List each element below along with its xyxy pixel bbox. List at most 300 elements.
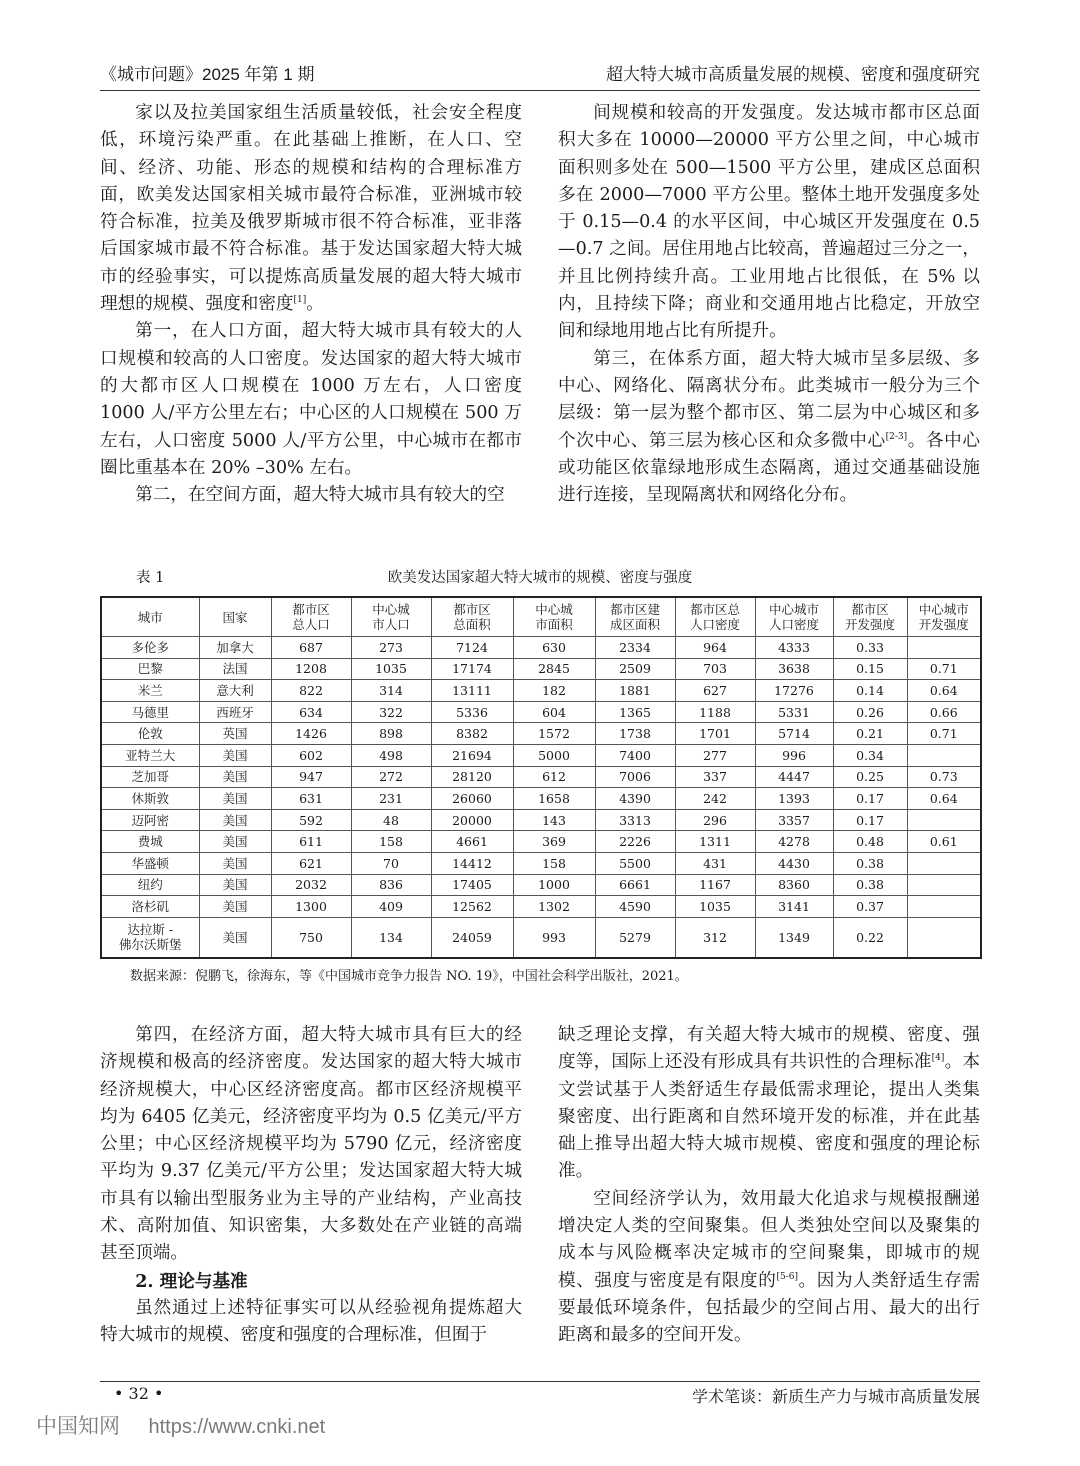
cell-value: 美国 (222, 834, 248, 850)
table-cell (271, 658, 351, 680)
table-cell (755, 896, 833, 918)
table-cell (833, 744, 907, 766)
header-rule (100, 90, 980, 91)
paragraph (558, 1186, 980, 1350)
table-cell (271, 744, 351, 766)
cell-value: 1311 (699, 834, 731, 850)
paragraph (100, 482, 522, 509)
body-column-bottom-left (100, 1022, 522, 1350)
cell-value: 华盛顿 (131, 855, 169, 871)
cell-value: 1426 (295, 726, 327, 742)
table-header-row (101, 597, 981, 637)
table-cell (595, 766, 675, 788)
cell-value: 1393 (778, 790, 810, 806)
table-cell (833, 852, 907, 874)
cell-value: 5331 (778, 704, 810, 720)
table-cell (675, 917, 755, 958)
cell-value: 3313 (619, 812, 651, 828)
running-footer (100, 1384, 980, 1410)
cell-value: 0.71 (929, 661, 958, 677)
column-header-text: 中心城市 人口密度 (768, 602, 819, 632)
cell-value: 0.22 (856, 929, 884, 945)
table-cell (271, 917, 351, 958)
table-cell (431, 852, 513, 874)
table-cell (833, 874, 907, 896)
table-cell (907, 680, 981, 702)
table-cell (431, 744, 513, 766)
body-column-top-left (100, 100, 522, 509)
column-header-text: 都市区总 人口密度 (689, 602, 740, 632)
cell-value: 6661 (619, 877, 651, 893)
table-cell (271, 723, 351, 745)
cell-value: 964 (703, 639, 727, 655)
cell-value: 5279 (619, 929, 651, 945)
table-cell (351, 809, 431, 831)
table-cell (351, 744, 431, 766)
cell-value: 277 (703, 747, 727, 763)
cell-value: 14412 (452, 855, 492, 871)
table-row (101, 852, 981, 874)
cell-value: 750 (299, 929, 323, 945)
table-cell (675, 637, 755, 659)
table-cell (199, 852, 271, 874)
table-cell (755, 788, 833, 810)
cell-value: 627 (703, 682, 727, 698)
cell-value: 5336 (456, 704, 488, 720)
cell-value: 1349 (778, 929, 810, 945)
table-cell (513, 658, 595, 680)
table-cell (833, 788, 907, 810)
table-row (101, 680, 981, 702)
table-cell (101, 788, 199, 810)
cell-value: 多伦多 (131, 639, 169, 655)
cell-value: 3638 (778, 661, 810, 677)
cell-value: 631 (299, 790, 323, 806)
cell-value: 17276 (774, 682, 814, 698)
table-cell (351, 831, 431, 853)
cell-value: 3357 (778, 812, 810, 828)
cell-value: 1302 (538, 898, 570, 914)
cell-value: 西班牙 (216, 704, 254, 720)
cell-value: 5714 (778, 726, 810, 742)
cell-value: 21694 (452, 747, 492, 763)
table-cell (199, 744, 271, 766)
data-table (100, 596, 982, 959)
cell-value: 达拉斯 - 佛尔沃斯堡 (118, 922, 182, 953)
body-column-top-right (558, 100, 980, 509)
paragraph (100, 318, 522, 482)
cell-value: 1300 (295, 898, 327, 914)
table-cell (351, 701, 431, 723)
table-cell (271, 874, 351, 896)
table-cell (907, 874, 981, 896)
paragraph-text: 空间经济学认为，效用最大化追求与规模报酬递增决定人类的空间聚集。但人类独处空间以及聚集的成本与风险概率决定城市的空间聚集，即城市的规模、强度与密度是有限度的 (558, 1188, 980, 1291)
table-cell (101, 831, 199, 853)
table-cell (101, 809, 199, 831)
table-cell (833, 766, 907, 788)
table-cell (199, 723, 271, 745)
cnki-watermark (36, 1410, 325, 1440)
cell-value: 8382 (456, 726, 488, 742)
table-cell (595, 917, 675, 958)
cell-value: 7006 (619, 769, 651, 785)
table-cell (513, 809, 595, 831)
cell-value: 0.71 (929, 726, 958, 742)
table-cell (351, 637, 431, 659)
table-cell (595, 744, 675, 766)
paragraph-text-continued: 。 (306, 294, 324, 315)
column-header (199, 597, 271, 637)
table-cell (431, 766, 513, 788)
cell-value: 1365 (619, 704, 651, 720)
cell-value: 0.37 (856, 898, 884, 914)
column-header (907, 597, 981, 637)
cell-value: 182 (542, 682, 566, 698)
table-row (101, 658, 981, 680)
table-cell (199, 658, 271, 680)
column-header-text: 都市区建 成区面积 (609, 602, 660, 632)
table-1 (100, 566, 980, 984)
table-cell (755, 701, 833, 723)
paragraph (100, 1022, 522, 1268)
cell-value: 312 (703, 929, 727, 945)
cell-value: 2509 (619, 661, 651, 677)
table-cell (271, 831, 351, 853)
cell-value: 美国 (222, 929, 248, 945)
paragraph-text: 第四，在经济方面，超大特大城市具有巨大的经济规模和极高的经济密度。发达国家的超大特大城市经济规模大，中心区经济密度高。都市区经济规模平均为 6405 亿美元，经济密度平均为 0.5 亿美元/平方公里；中心区经济规模平均为 5790 亿元，经济密度平均为 9.37 亿美元/平方公里；发达国家超大特大城市具有以输出型服务业为主导的产业结构，产业高技术、高附加值、知识密集，大多数处在产业链的高端甚至顶端。 (100, 1025, 522, 1264)
table-cell (199, 788, 271, 810)
paragraph-text-continued: 。因为人类舒适生存需要最低环境条件，包括最少的空间占用、最大的出行距离和最多的空间开发。 (558, 1270, 980, 1346)
cell-value: 2226 (619, 834, 651, 850)
table-cell (513, 680, 595, 702)
table-row (101, 809, 981, 831)
cell-value: 0.33 (856, 639, 884, 655)
table-cell (431, 723, 513, 745)
cell-value: 28120 (452, 769, 492, 785)
column-header (595, 597, 675, 637)
column-header-text: 中心城市 开发强度 (918, 602, 969, 632)
table-cell (101, 680, 199, 702)
cell-value: 13111 (452, 682, 492, 698)
cell-value: 美国 (222, 747, 248, 763)
table-cell (907, 637, 981, 659)
cell-value: 143 (542, 812, 566, 828)
running-header (100, 60, 980, 90)
cell-value: 纽约 (137, 877, 163, 893)
cell-value: 0.21 (856, 726, 884, 742)
table-cell (833, 809, 907, 831)
watermark-url[interactable]: https://www.cnki.net (148, 1416, 326, 1438)
paragraph-text: 第一，在人口方面，超大特大城市具有较大的人口规模和较高的人口密度。发达国家的超大特大城市的大都市区人口规模在 1000 万左右，人口密度 1000 人/平方公里左右；中心区的人口规模在 500 万左右，人口密度 5000 人/平方公里，中心城市在都市圈比重基本在 20% –30% 左右。 (100, 321, 522, 478)
column-header-text: 都市区 开发强度 (844, 602, 895, 632)
paragraph-text: 虽然通过上述特征事实可以从经验视角提炼超大特大城市的规模、密度和强度的合理标准，但囿于 (100, 1297, 522, 1346)
cell-value: 48 (383, 812, 399, 828)
cell-value: 498 (379, 747, 403, 763)
table-cell (271, 809, 351, 831)
table-cell (431, 917, 513, 958)
table-cell (199, 701, 271, 723)
cell-value: 0.64 (929, 790, 958, 806)
cell-value: 337 (703, 769, 727, 785)
table-cell (351, 658, 431, 680)
cell-value: 1000 (538, 877, 570, 893)
cell-value: 3141 (778, 898, 810, 914)
cell-value: 602 (299, 747, 323, 763)
table-cell (595, 788, 675, 810)
cell-value: 4278 (778, 834, 810, 850)
table-cell (101, 723, 199, 745)
table-cell (513, 896, 595, 918)
cell-value: 0.64 (929, 682, 958, 698)
column-header (271, 597, 351, 637)
cell-value: 2032 (295, 877, 327, 893)
table-cell (675, 658, 755, 680)
table-cell (675, 896, 755, 918)
cell-value: 2845 (538, 661, 570, 677)
table-cell (199, 766, 271, 788)
table-cell (907, 852, 981, 874)
cell-value: 4447 (778, 769, 810, 785)
citation-ref[interactable]: [1] (293, 295, 307, 306)
cell-value: 巴黎 (137, 661, 163, 677)
table-row (101, 766, 981, 788)
table-cell (431, 701, 513, 723)
cell-value: 0.66 (929, 704, 958, 720)
table-row (101, 874, 981, 896)
paragraph-text: 间规模和较高的开发强度。发达城市都市区总面积大多在 10000—20000 平方公里之间，中心城市面积则多处在 500—1500 平方公里，建成区总面积多在 2000—7000 平方公里。整体土地开发强度多处于 0.15—0.4 的水平区间，中心城区开发强度在 0.5—0.7 之间。居住用地占比较高，普遍超过三分之一，并且比例持续升高。工业用地占比很低，在 5% 以内，且持续下降；商业和交通用地占比稳定，开放空间和绿地用地占比有所提升。 (558, 103, 980, 342)
paragraph-text: 第三，在体系方面，超大特大城市呈多层级、多中心、网络化、隔离状分布。此类城市一般分为三个层级：第一层为整个都市区、第二层为中心城区和多个次中心、第三层为核心区和众多微中心 (558, 348, 980, 451)
table-cell (907, 658, 981, 680)
article-title: 超大特大城市高质量发展的规模、密度和强度研究 (606, 65, 980, 84)
column-header-text: 都市区 总人口 (292, 602, 330, 632)
cell-value: 7400 (619, 747, 651, 763)
cell-value: 8360 (778, 877, 810, 893)
column-header-text: 中心城 市人口 (372, 602, 410, 632)
table-cell (755, 658, 833, 680)
cell-value: 604 (542, 704, 566, 720)
cell-value: 1188 (699, 704, 731, 720)
column-header-text: 中心城 市面积 (535, 602, 573, 632)
body-column-bottom-right (558, 1022, 980, 1350)
table-row (101, 637, 981, 659)
table-cell (907, 809, 981, 831)
cell-value: 费城 (137, 834, 163, 850)
table-cell (755, 917, 833, 958)
cell-value: 621 (299, 855, 323, 871)
citation-ref[interactable]: [4] (931, 1053, 945, 1064)
paragraph (558, 346, 980, 510)
table-cell (351, 917, 431, 958)
table-cell (675, 766, 755, 788)
cell-value: 0.38 (856, 877, 884, 893)
cell-value: 158 (542, 855, 566, 871)
cell-value: 0.17 (856, 790, 884, 806)
table-row (101, 723, 981, 745)
cell-value: 158 (379, 834, 403, 850)
table-cell (833, 896, 907, 918)
cell-value: 314 (379, 682, 403, 698)
cell-value: 12562 (452, 898, 492, 914)
table-cell (675, 788, 755, 810)
table-cell (351, 852, 431, 874)
cell-value: 369 (542, 834, 566, 850)
cell-value: 美国 (222, 790, 248, 806)
cell-value: 1035 (699, 898, 731, 914)
table-cell (351, 874, 431, 896)
cell-value: 634 (299, 704, 323, 720)
table-cell (675, 744, 755, 766)
table-cell (199, 680, 271, 702)
table-cell (513, 874, 595, 896)
table-cell (675, 723, 755, 745)
table-cell (271, 852, 351, 874)
cell-value: 5500 (619, 855, 651, 871)
table-cell (513, 744, 595, 766)
cell-value: 4661 (456, 834, 488, 850)
paragraph (558, 1022, 980, 1186)
table-cell (351, 723, 431, 745)
cell-value: 马德里 (131, 704, 169, 720)
paragraph-text: 2. 理论与基准 (135, 1270, 248, 1292)
cell-value: 0.15 (856, 661, 884, 677)
table-cell (595, 658, 675, 680)
cell-value: 4390 (619, 790, 651, 806)
cell-value: 1208 (295, 661, 327, 677)
cell-value: 409 (379, 898, 403, 914)
cell-value: 加拿大 (216, 639, 254, 655)
table-cell (833, 680, 907, 702)
cell-value: 231 (379, 790, 403, 806)
table-cell (431, 680, 513, 702)
cell-value: 836 (379, 877, 403, 893)
table-cell (513, 917, 595, 958)
table-cell (595, 831, 675, 853)
table-cell (675, 831, 755, 853)
table-cell (513, 766, 595, 788)
citation-ref[interactable]: [2-3] (885, 431, 908, 442)
table-cell (271, 766, 351, 788)
column-header (675, 597, 755, 637)
cell-value: 17174 (452, 661, 492, 677)
table-cell (755, 680, 833, 702)
table-cell (833, 701, 907, 723)
cell-value: 1035 (375, 661, 407, 677)
column-header-text: 都市区 总面积 (453, 602, 491, 632)
table-cell (431, 637, 513, 659)
cell-value: 703 (703, 661, 727, 677)
section-heading (100, 1268, 522, 1295)
cell-value: 1572 (538, 726, 570, 742)
cell-value: 洛杉矶 (131, 898, 169, 914)
table-title: 欧美发达国家超大特大城市的规模、密度与强度 (387, 570, 693, 586)
table-cell (101, 852, 199, 874)
table-cell (199, 809, 271, 831)
paragraph-text: 缺乏理论支撑，有关超大特大城市的规模、密度、强度等，国际上还没有形成具有共识性的合理标准 (558, 1025, 980, 1073)
cell-value: 947 (299, 769, 323, 785)
table-cell (101, 874, 199, 896)
cell-value: 993 (542, 929, 566, 945)
table-cell (513, 701, 595, 723)
table-caption (100, 566, 980, 590)
table-cell (271, 680, 351, 702)
cell-value: 伦敦 (137, 726, 163, 742)
cell-value: 4430 (778, 855, 810, 871)
table-cell (271, 896, 351, 918)
column-header (351, 597, 431, 637)
cell-value: 17405 (452, 877, 492, 893)
table-cell (595, 680, 675, 702)
table-cell (431, 831, 513, 853)
paragraph-text: 第二，在空间方面，超大特大城市具有较大的空 (135, 485, 505, 506)
column-header-text: 国家 (222, 609, 248, 625)
cell-value: 1738 (619, 726, 651, 742)
cell-value: 1701 (699, 726, 731, 742)
table-cell (755, 723, 833, 745)
table-row (101, 701, 981, 723)
cell-value: 70 (383, 855, 399, 871)
table-cell (907, 896, 981, 918)
table-row (101, 831, 981, 853)
table-number: 表 1 (136, 570, 165, 586)
cell-value: 2334 (619, 639, 651, 655)
paragraph (558, 100, 980, 346)
citation-ref[interactable]: [5-6] (776, 1271, 798, 1282)
cell-value: 0.17 (856, 812, 884, 828)
table-cell (755, 852, 833, 874)
table-cell (101, 896, 199, 918)
table-cell (675, 680, 755, 702)
table-cell (833, 917, 907, 958)
cell-value: 美国 (222, 877, 248, 893)
cell-value: 1881 (619, 682, 651, 698)
cell-value: 630 (542, 639, 566, 655)
table-cell (907, 723, 981, 745)
cell-value: 休斯敦 (131, 790, 169, 806)
table-cell (755, 874, 833, 896)
table-cell (101, 766, 199, 788)
table-cell (199, 831, 271, 853)
watermark-name: 中国知网 (36, 1415, 120, 1438)
table-cell (431, 658, 513, 680)
table-cell (675, 852, 755, 874)
table-row (101, 896, 981, 918)
cell-value: 1167 (699, 877, 731, 893)
cell-value: 7124 (456, 639, 488, 655)
cell-value: 26060 (452, 790, 492, 806)
cell-value: 611 (299, 834, 323, 850)
table-cell (755, 766, 833, 788)
table-cell (351, 680, 431, 702)
cell-value: 0.14 (856, 682, 884, 698)
table-cell (513, 788, 595, 810)
column-header (833, 597, 907, 637)
cell-value: 0.34 (856, 747, 884, 763)
table-cell (199, 896, 271, 918)
cell-value: 20000 (452, 812, 492, 828)
cell-value: 意大利 (216, 682, 254, 698)
table-cell (101, 917, 199, 958)
cell-value: 996 (782, 747, 806, 763)
table-cell (755, 831, 833, 853)
cell-value: 英国 (222, 726, 248, 742)
cell-value: 0.38 (856, 855, 884, 871)
paragraph-text: 家以及拉美国家组生活质量较低，社会安全程度低，环境污染严重。在此基础上推断，在人口、空间、经济、功能、形态的规模和结构的合理标准方面，欧美发达国家相关城市最符合标准，亚洲城市较符合标准，拉美及俄罗斯城市很不符合标准，亚非落后国家城市最不符合标准。基于发达国家超大特大城市的经验事实，可以提炼高质量发展的超大特大城市理想的规模、强度和密度 (100, 103, 522, 315)
table-cell (907, 831, 981, 853)
table-cell (431, 874, 513, 896)
table-cell (755, 744, 833, 766)
cell-value: 322 (379, 704, 403, 720)
table-cell (199, 874, 271, 896)
